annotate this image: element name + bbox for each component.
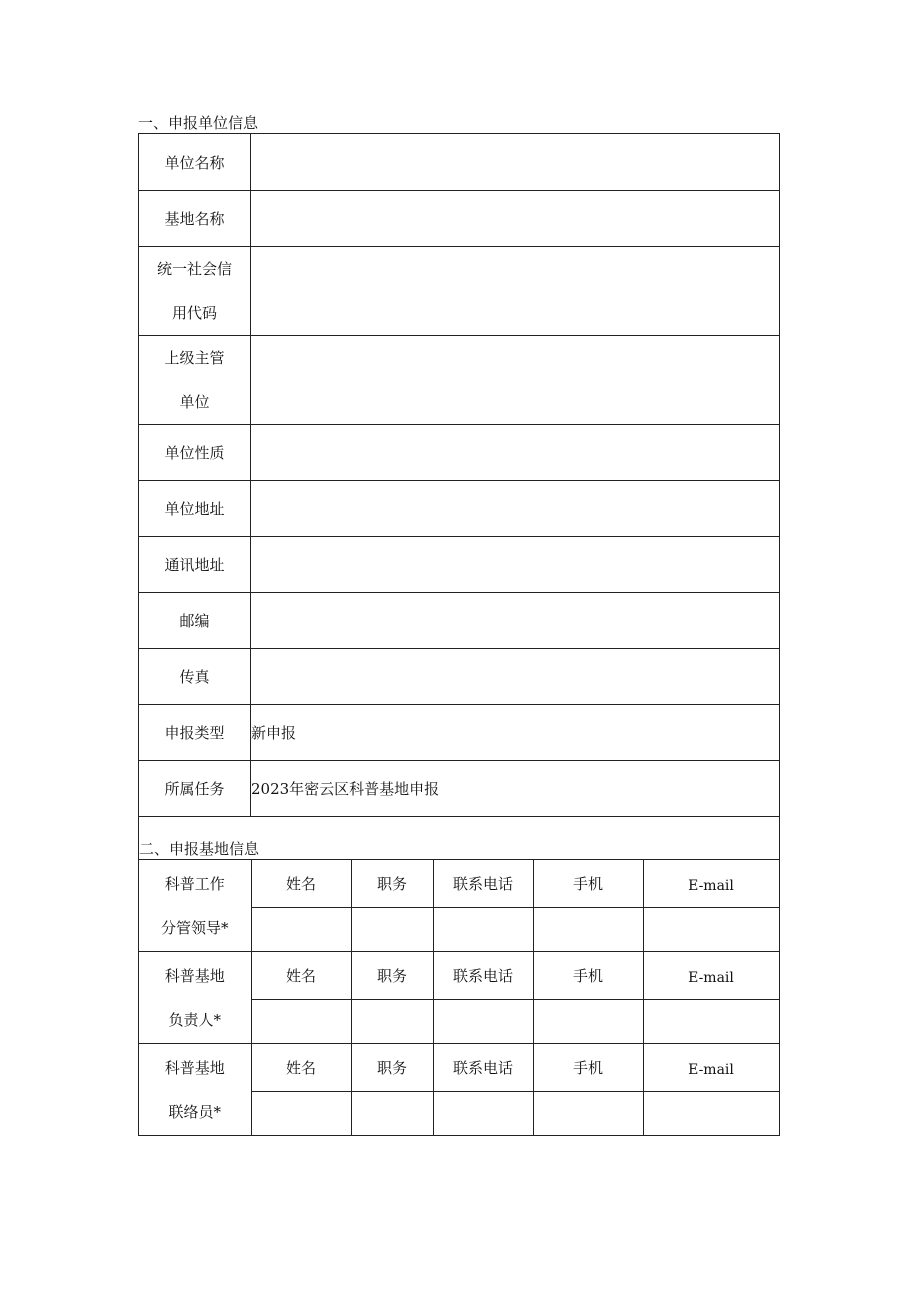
leader-role-line-1: 科普工作: [164, 874, 225, 893]
credit-code-label-line-2: 用代码: [171, 304, 217, 322]
row-supervisor: [139, 336, 780, 425]
col-header-email: E-mail: [643, 1044, 779, 1092]
unit-nature-label: 单位性质: [139, 425, 251, 481]
unit-nature-field[interactable]: [251, 425, 780, 481]
section-2-row: [139, 817, 780, 1137]
section-2-title: 二、申报基地信息: [139, 840, 260, 858]
col-header-phone: 联系电话: [433, 860, 533, 908]
credit-code-label-line-1: 统一社会信: [156, 260, 232, 278]
task-value[interactable]: 2023年密云区科普基地申报: [251, 761, 780, 817]
col-header-position: 职务: [351, 952, 433, 1000]
unit-info-table: [138, 133, 780, 1136]
row-unit-name: [139, 134, 780, 191]
group-head-header-row: [139, 952, 779, 1000]
contacts-table: [139, 859, 780, 1136]
head-role-line-2: 负责人*: [168, 1010, 221, 1029]
leader-mobile-field[interactable]: [533, 908, 643, 952]
row-base-name: [139, 191, 780, 247]
head-name-field[interactable]: [251, 1000, 351, 1044]
col-header-position: 职务: [351, 1044, 433, 1092]
credit-code-field[interactable]: [251, 247, 780, 336]
col-header-email: E-mail: [643, 952, 779, 1000]
unit-address-field[interactable]: [251, 481, 780, 537]
col-header-email: E-mail: [643, 860, 779, 908]
postcode-label: 邮编: [139, 593, 251, 649]
unit-address-label: 单位地址: [139, 481, 251, 537]
supervisor-label-line-2: 单位: [179, 393, 210, 411]
col-header-phone: 联系电话: [433, 952, 533, 1000]
head-phone-field[interactable]: [433, 1000, 533, 1044]
col-header-mobile: 手机: [533, 952, 643, 1000]
liaison-role-line-1: 科普基地: [164, 1058, 225, 1077]
mail-address-field[interactable]: [251, 537, 780, 593]
row-fax: [139, 649, 780, 705]
head-mobile-field[interactable]: [533, 1000, 643, 1044]
head-position-field[interactable]: [351, 1000, 433, 1044]
supervisor-field[interactable]: [251, 336, 780, 425]
col-header-name: 姓名: [251, 860, 351, 908]
base-name-field[interactable]: [251, 191, 780, 247]
postcode-field[interactable]: [251, 593, 780, 649]
group-leader-header-row: [139, 860, 779, 908]
row-task: [139, 761, 780, 817]
col-header-name: 姓名: [251, 1044, 351, 1092]
leader-position-field[interactable]: [351, 908, 433, 952]
leader-role-label: [139, 860, 251, 952]
liaison-phone-field[interactable]: [433, 1092, 533, 1136]
row-unit-address: [139, 481, 780, 537]
head-role-line-1: 科普基地: [164, 966, 225, 985]
credit-code-label: [139, 247, 251, 336]
liaison-name-field[interactable]: [251, 1092, 351, 1136]
leader-name-field[interactable]: [251, 908, 351, 952]
supervisor-label: [139, 336, 251, 425]
row-postcode: [139, 593, 780, 649]
task-label: 所属任务: [139, 761, 251, 817]
liaison-role-label: [139, 1044, 251, 1136]
col-header-name: 姓名: [251, 952, 351, 1000]
section-1-title: 一、申报单位信息: [138, 114, 259, 132]
row-apply-type: [139, 705, 780, 761]
row-credit-code: [139, 247, 780, 336]
leader-role-line-2: 分管领导*: [160, 918, 229, 937]
apply-type-value[interactable]: 新申报: [251, 705, 780, 761]
liaison-position-field[interactable]: [351, 1092, 433, 1136]
head-role-label: [139, 952, 251, 1044]
group-liaison-header-row: [139, 1044, 779, 1092]
row-mail-address: [139, 537, 780, 593]
unit-name-field[interactable]: [251, 134, 780, 191]
mail-address-label: 通讯地址: [139, 537, 251, 593]
leader-phone-field[interactable]: [433, 908, 533, 952]
leader-email-field[interactable]: [643, 908, 779, 952]
base-name-label: 基地名称: [139, 191, 251, 247]
fax-field[interactable]: [251, 649, 780, 705]
supervisor-label-line-1: 上级主管: [164, 349, 225, 367]
liaison-email-field[interactable]: [643, 1092, 779, 1136]
row-unit-nature: [139, 425, 780, 481]
apply-type-label: 申报类型: [139, 705, 251, 761]
liaison-role-line-2: 联络员*: [168, 1102, 221, 1121]
col-header-mobile: 手机: [533, 1044, 643, 1092]
head-email-field[interactable]: [643, 1000, 779, 1044]
col-header-phone: 联系电话: [433, 1044, 533, 1092]
fax-label: 传真: [139, 649, 251, 705]
col-header-position: 职务: [351, 860, 433, 908]
liaison-mobile-field[interactable]: [533, 1092, 643, 1136]
col-header-mobile: 手机: [533, 860, 643, 908]
unit-name-label: 单位名称: [139, 134, 251, 191]
